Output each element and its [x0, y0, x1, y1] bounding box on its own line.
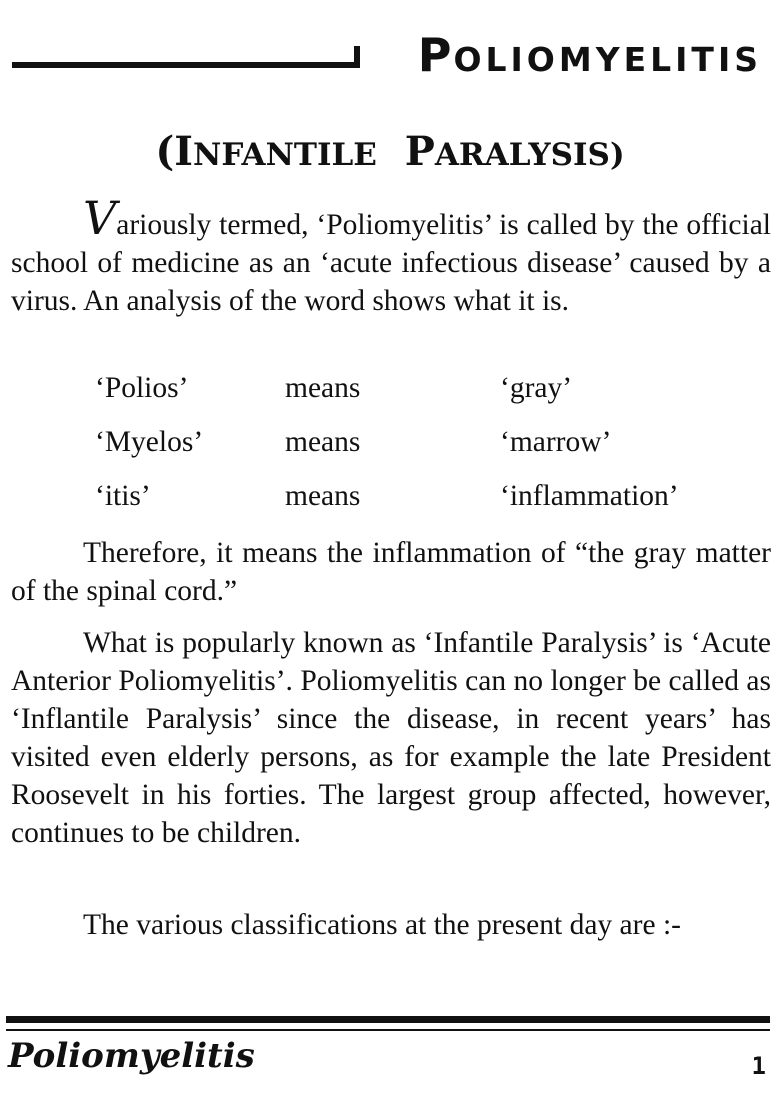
chapter-title-word1: NFANTILE [193, 137, 377, 173]
etymology-meaning: ‘marrow’ [500, 426, 612, 458]
paragraph-definition-text: Therefore, it means the inflammation of “the gray matter of the spinal cord.” [11, 537, 771, 607]
paragraph-classifications [11, 906, 771, 944]
etymology-term: ‘Polios’ [95, 372, 189, 404]
chapter-title-open: (I [155, 128, 193, 175]
etymology-verb: means [285, 426, 361, 458]
chapter-title-word2-initial: P [404, 128, 435, 175]
etymology-meaning: ‘inflammation’ [500, 480, 679, 512]
etymology-meaning: ‘gray’ [500, 372, 573, 404]
header-rule-notch [354, 46, 360, 68]
page-header [0, 0, 780, 80]
chapter-title [0, 128, 780, 175]
paragraph-intro-text: ariously termed, ‘Poliomyelitis’ is called by the official school of medicine as an ‘acute infectious disease’ caused by a virus. An analysis of the word shows what it is. [11, 209, 771, 317]
footer-rule-thick [6, 1016, 770, 1023]
etymology-row [95, 372, 735, 426]
etymology-verb: means [285, 480, 361, 512]
etymology-term: ‘itis’ [95, 480, 151, 512]
paragraph-classifications-text: The various classifications at the present day are :- [83, 909, 681, 941]
etymology-row [95, 480, 735, 534]
footer-rule-thin [6, 1029, 770, 1031]
chapter-title-word2: ARALYSIS) [434, 137, 625, 173]
paragraph-infantile-paralysis [11, 624, 771, 852]
paragraph-intro [11, 191, 771, 320]
paragraph-definition [11, 534, 771, 610]
etymology-row [95, 426, 735, 480]
page-number: 1 [751, 1052, 766, 1080]
header-rule [12, 62, 360, 68]
running-title-initial: P [417, 28, 454, 82]
running-title-rest: OLIOMYELITIS [453, 40, 762, 79]
etymology-table [95, 372, 735, 534]
drop-cap: V [83, 191, 117, 245]
footer-book-title: Poliomyelitis [8, 1036, 255, 1076]
etymology-verb: means [285, 372, 361, 404]
running-title [418, 28, 762, 82]
paragraph-infantile-paralysis-text: What is popularly known as ‘Infantile Paralysis’ is ‘Acute Anterior Poliomyelitis’. Poliomyelitis can no longer be called as ‘Inflantile Paralysis’ since the disease, in recent years’ has visited even elderly persons, as for example the late President Roosevelt in his forties. The largest group affected, however, continues to be children. [11, 627, 771, 849]
etymology-term: ‘Myelos’ [95, 426, 204, 458]
